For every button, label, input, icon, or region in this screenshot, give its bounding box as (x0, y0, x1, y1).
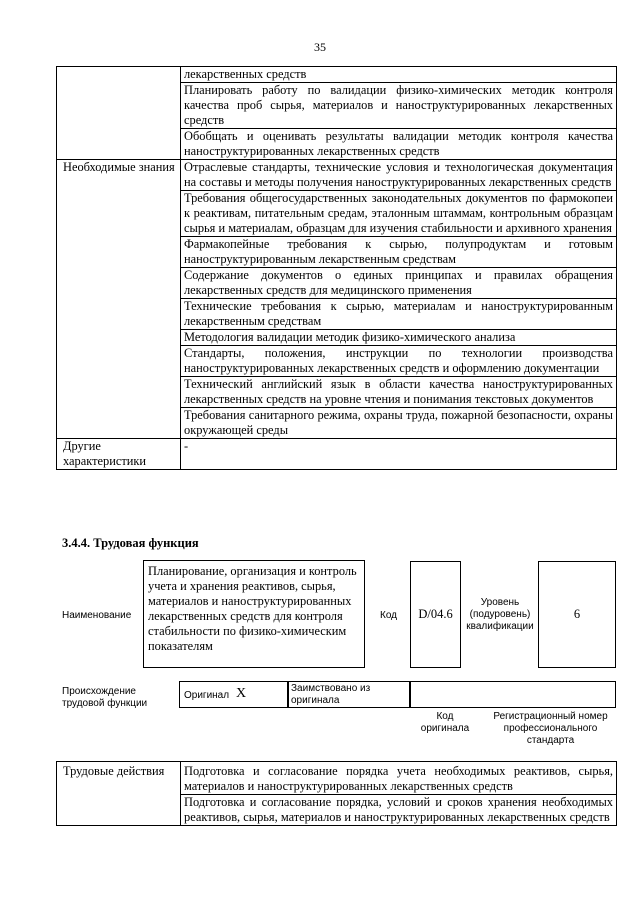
table-cell: Отраслевые стандарты, технические условия и технологическая документация на составы и методы получения наноструктурированных лекарственных средств (181, 160, 617, 191)
function-name: Планирование, организация и контроль учета и хранения реактивов, сырья, материалов и наноструктурированных лекарственных средств для контроля стабильности по физико-химическим показателям (148, 564, 357, 653)
section-title: 3.4.4. Трудовая функция (62, 536, 199, 550)
table-row (57, 160, 617, 191)
table-cell: Технические требования к сырью, материалам и наноструктурированным лекарственным средствам (181, 299, 617, 330)
origin-divider-1 (287, 681, 289, 708)
code-label: Код (380, 610, 398, 621)
table-cell: Требования санитарного режима, охраны труда, пожарной безопасности, охраны окружающей среды (181, 408, 617, 439)
original-mark: X (236, 686, 247, 701)
labor-actions-table (56, 761, 617, 826)
original-label: Оригинал (184, 690, 230, 701)
table-row (57, 67, 617, 83)
table-cell: Содержание документов о единых принципах и правилах обращения лекарственных средств для медицинского применения (181, 268, 617, 299)
table-cell: Фармакопейные требования к сырью, полупродуктам и готовым наноструктурированным лекарственным средствам (181, 237, 617, 268)
origin-label: Происхождение трудовой функции (62, 686, 148, 709)
table-cell: Технический английский язык в области качества наноструктурированных лекарственных средств на уровне чтения и понимания текстовых документов (181, 377, 617, 408)
level-label: Уровень (подуровень) квалификации (466, 597, 534, 632)
table-cell: Подготовка и согласование порядка, условий и сроков хранения необходимых реактивов, сырья, материалов и наноструктурированных лекарственных средств (181, 795, 617, 826)
table-cell: Обобщать и оценивать результаты валидации методик контроля качества наноструктурированных лекарственных средств (181, 129, 617, 160)
level-value: 6 (573, 607, 581, 621)
table-cell: - (181, 439, 617, 470)
table-cell: Планировать работу по валидации физико-химических методик контроля качества проб сырья, материалов и наноструктурированных лекарственных средств (181, 83, 617, 129)
code-value: D/04.6 (418, 607, 453, 621)
name-label: Наименование (62, 610, 132, 621)
page-number: 35 (314, 40, 326, 54)
borrowed-label: Заимствовано из оригинала (291, 683, 371, 706)
row-label: Необходимые знания (57, 160, 181, 439)
table-cell: Требования общегосударственных законодательных документов по фармокопеи к реактивам, питательным средам, эталонным штаммам, контрольным образцам сырья и материалам, образцам для изучения стабильности и архивного хранения (181, 191, 617, 237)
table-cell: Стандарты, положения, инструкции по технологии производства наноструктурированных лекарственных средств и оформлению документации (181, 346, 617, 377)
table-cell: Подготовка и согласование порядка учета необходимых реактивов, сырья, материалов и наноструктурированных лекарственных средств (181, 762, 617, 795)
knowledge-table (56, 66, 617, 470)
row-label (57, 67, 181, 160)
table-cell: Методология валидации методик физико-химического анализа (181, 330, 617, 346)
code-original-caption: Код оригинала (420, 711, 470, 734)
origin-divider-2 (409, 681, 411, 708)
table-row (57, 439, 617, 470)
row-label: Трудовые действия (57, 762, 181, 826)
table-row (57, 762, 617, 795)
table-cell: лекарственных средств (181, 67, 617, 83)
row-label: Другие характеристики (57, 439, 181, 470)
reg-number-caption: Регистрационный номер профессионального стандарта (493, 711, 608, 746)
